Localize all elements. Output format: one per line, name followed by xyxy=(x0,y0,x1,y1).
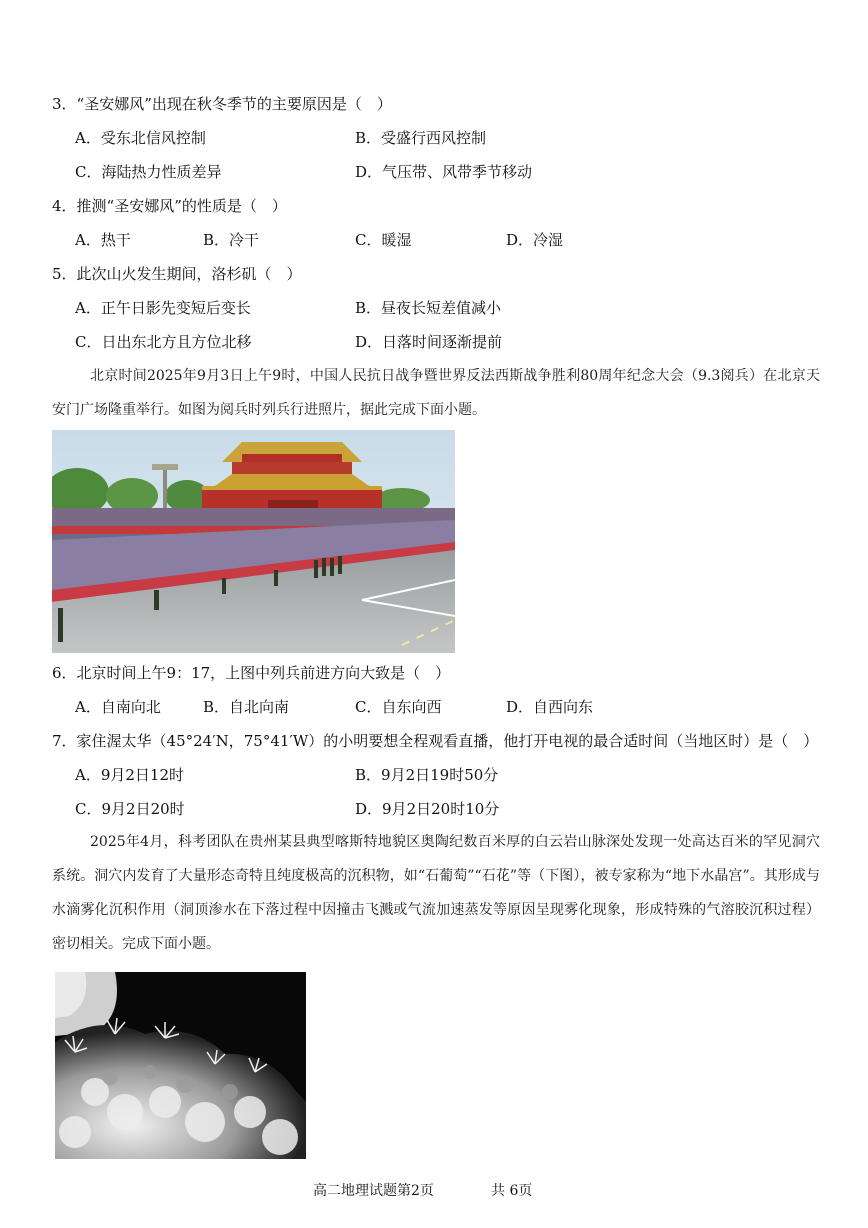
cave-passage: 2025年4月，科考团队在贵州某县典型喀斯特地貌区奥陶纪数百米厚的白云岩山脉深处发现一处高达百米的罕见洞穴系统。洞穴内发育了大量形态奇特且纯度极高的沉积物，如“石葡萄”“石花”等（下图），被专家称为“地下水晶宫”。其形成与水滴雾化沉积作用（洞顶渗水在下落过程中因撞击飞溅或气流加速蒸发等原因呈现雾化现象，形成特殊的气溶胶沉积过程）密切相关。完成下面小题。 xyxy=(52,834,820,952)
q3-stem: 3．“圣安娜风”出现在秋冬季节的主要原因是（ ） xyxy=(52,95,392,113)
footer-total-pages: 共 6页 xyxy=(491,1183,533,1199)
q3-option-b: B．受盛行西风控制 xyxy=(355,129,487,147)
q7-option-c: C．9月2日20时 xyxy=(75,800,185,818)
cave-photo xyxy=(55,972,306,1159)
q6-option-b: B．自北向南 xyxy=(203,698,290,716)
q4-stem: 4．推测“圣安娜风”的性质是（ ） xyxy=(52,197,287,215)
q5-stem: 5．此次山火发生期间，洛杉矶（ ） xyxy=(52,265,302,283)
footer-page-number: 高二地理试题第2页 xyxy=(313,1183,434,1199)
q7-option-a: A．9月2日12时 xyxy=(75,766,185,784)
q7-stem: 7．家住渥太华（45°24′N，75°41′W）的小明要想全程观看直播，他打开电视的最合适时间（当地区时）是（ ） xyxy=(52,732,819,750)
parade-passage: 北京时间2025年9月3日上午9时，中国人民抗日战争暨世界反法西斯战争胜利80周年纪念大会（9.3阅兵）在北京天安门广场隆重举行。如图为阅兵时列兵行进照片，据此完成下面小题。 xyxy=(52,368,820,418)
q3-option-c: C．海陆热力性质差异 xyxy=(75,163,222,181)
q7-option-b: B．9月2日19时50分 xyxy=(355,766,499,784)
q5-option-c: C．日出东北方且方位北移 xyxy=(75,333,252,351)
q5-option-d: D．日落时间逐渐提前 xyxy=(355,333,503,351)
q5-option-b: B．昼夜长短差值减小 xyxy=(355,299,502,317)
q6-option-a: A．自南向北 xyxy=(75,698,161,716)
q4-option-c: C．暖湿 xyxy=(355,231,412,249)
q3-option-a: A．受东北信风控制 xyxy=(75,129,206,147)
q5-option-a: A．正午日影先变短后变长 xyxy=(75,299,251,317)
q4-option-a: A．热干 xyxy=(75,231,131,249)
q4-option-b: B．冷干 xyxy=(203,231,260,249)
q6-stem: 6．北京时间上午9：17，上图中列兵前进方向大致是（ ） xyxy=(52,664,451,682)
q4-option-d: D．冷湿 xyxy=(506,231,564,249)
q6-option-c: C．自东向西 xyxy=(355,698,442,716)
q6-option-d: D．自西向东 xyxy=(506,698,594,716)
parade-photo xyxy=(52,430,455,653)
q7-option-d: D．9月2日20时10分 xyxy=(355,800,500,818)
q3-option-d: D．气压带、风带季节移动 xyxy=(355,163,533,181)
